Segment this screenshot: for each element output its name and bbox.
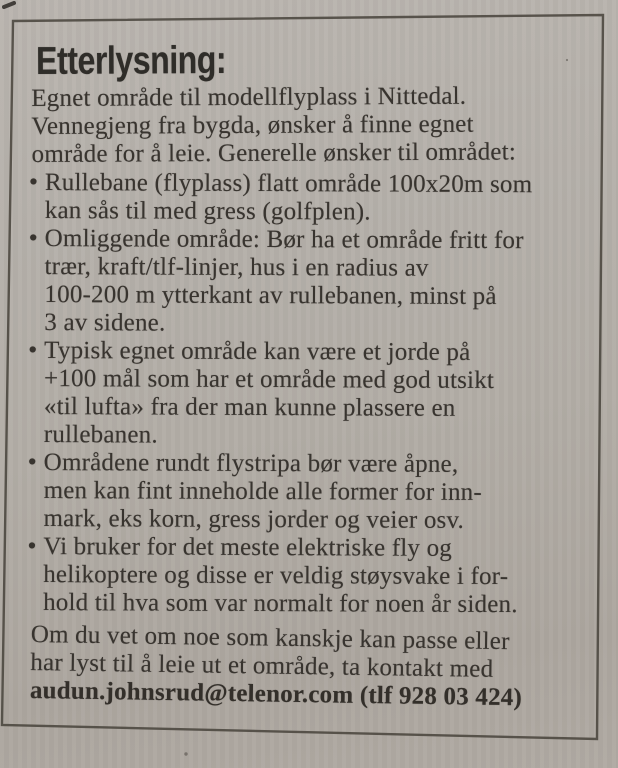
bullet-icon: • <box>28 166 39 197</box>
text-line: 100-200 m ytterkant av rullebanen, minst på <box>44 281 497 311</box>
text-line: kan sås til med gress (golfplen). <box>44 197 371 226</box>
text-line: 3 av sidene. <box>44 309 166 337</box>
text-line: «til lufta» fra der man kunne plassere en <box>43 393 456 422</box>
text-line: helikoptere og disse er veldig støysvake i for- <box>43 561 509 591</box>
list-item-runway <box>28 166 589 227</box>
bullet-icon: • <box>28 334 38 365</box>
text-line: Vi bruker for det meste elektriske fly og <box>43 533 453 562</box>
text-line: men kan fint inneholde alle former for inn- <box>43 477 482 506</box>
outro-line: har lyst til å leie ut et område, ta kontakt med <box>30 648 494 683</box>
ad-content <box>27 38 589 712</box>
requirements-list <box>27 166 589 619</box>
ad-title: Etterlysning: <box>35 38 227 83</box>
text-line: Omliggende område: Bør ha et område fritt for <box>44 225 524 255</box>
ad-header-section <box>31 39 590 169</box>
intro-line: Egnet område til modellflyplass i Nittedal. <box>31 82 467 112</box>
text-line: mark, eks korn, gress jorder og veier osv. <box>43 505 465 534</box>
text-line: +100 mål som har et område med god utsikt <box>44 365 495 395</box>
outro-line: Om du vet om noe som kanskje kan passe eller <box>30 621 510 656</box>
text-line: rullebanen. <box>43 421 158 449</box>
bullet-icon: • <box>28 222 39 253</box>
paper-speck <box>184 752 187 755</box>
text-line: Typisk egnet område kan være et jorde på <box>44 337 471 366</box>
list-item-typical-area <box>28 334 588 451</box>
text-line: Rullebane (flyplass) flatt område 100x20m som <box>44 169 533 199</box>
intro-line: område for å leie. Generelle ønsker til området: <box>31 138 517 168</box>
corner-ink-mark <box>4 3 14 7</box>
text-line: Områdene rundt flystripa bør være åpne, <box>43 449 459 478</box>
bullet-icon: • <box>27 530 37 561</box>
contact-section <box>30 621 589 713</box>
list-item-electric-planes <box>27 530 587 619</box>
list-item-open-areas <box>27 446 587 535</box>
contact-line: audun.johnsrud@telenor.com (tlf 928 03 424) <box>29 676 523 712</box>
text-line: hold til hva som var normalt for noen år siden. <box>43 589 518 619</box>
bullet-icon: • <box>27 446 38 477</box>
list-item-surroundings <box>28 222 588 339</box>
intro-line: Vennegjeng fra bygda, ønsker å finne egnet <box>31 110 474 140</box>
text-line: trær, kraft/tlf-linjer, hus i en radius av <box>44 253 429 282</box>
